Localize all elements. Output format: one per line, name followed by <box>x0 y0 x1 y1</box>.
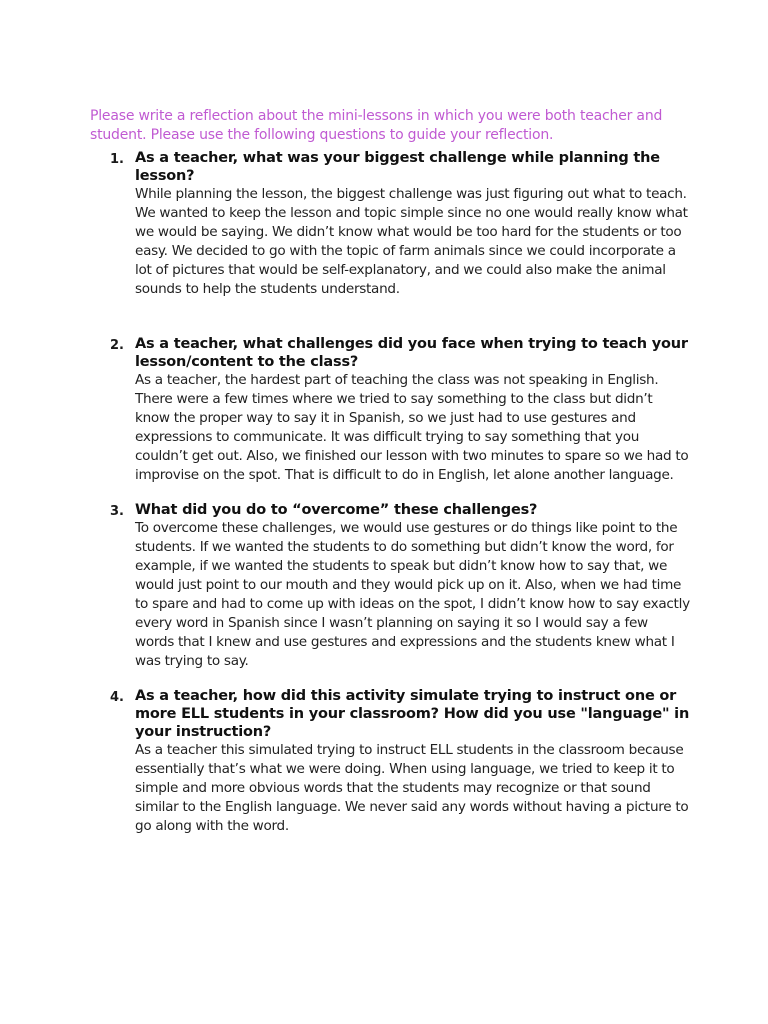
question-item-4 <box>0 687 690 836</box>
answer-text: As a teacher this simulated trying to instruct ELL students in the classroom because essentially that’s what we were doing. When using language, we tried to keep it to simple and more obvious words that the students may recognize or that sound similar to the English language. We never said any words without having a picture to go along with the word. <box>135 742 689 834</box>
question-title: As a teacher, what challenges did you face when trying to teach your lesson/content to the class? <box>135 336 688 370</box>
answer-text: To overcome these challenges, we would use gestures or do things like point to the students. If we wanted the students to do something but didn’t know the word, for example, if we wanted the students to speak but didn’t know how to say that, we would just point to our mouth and they would pick up on it. Also, when we had time to spare and had to come up with ideas on the spot, I didn’t know how to say exactly every word in Spanish since I wasn’t planning on saying it so I would say a few words that I knew and use gestures and expressions and the students knew what I was trying to say. <box>135 520 690 669</box>
question-number: 3. <box>110 504 124 519</box>
question-item-2 <box>0 335 690 485</box>
answer-text: While planning the lesson, the biggest challenge was just figuring out what to teach. We wanted to keep the lesson and topic simple since no one would really know what we would be saying. We didn’t know what would be too hard for the students or too easy. We decided to go with the topic of farm animals since we could incorporate a lot of pictures that would be self-explanatory, and we could also make the animal sounds to help the students understand. <box>135 186 688 297</box>
question-number: 4. <box>110 690 124 705</box>
intro-instructions: Please write a reflection about the mini-lessons in which you were both teacher and student. Please use the following questions to guide your reflection. <box>90 108 663 143</box>
question-title: What did you do to “overcome” these challenges? <box>135 502 538 518</box>
question-number: 2. <box>110 338 124 353</box>
question-item-1 <box>0 149 690 299</box>
question-title: As a teacher, what was your biggest challenge while planning the lesson? <box>135 150 660 184</box>
question-number: 1. <box>110 152 124 167</box>
question-list <box>0 149 768 836</box>
question-item-3 <box>0 501 690 671</box>
question-title: As a teacher, how did this activity simulate trying to instruct one or more ELL students in your classroom? How did you use "language" in your instruction? <box>135 688 690 740</box>
answer-text: As a teacher, the hardest part of teaching the class was not speaking in English. There were a few times where we tried to say something to the class but didn’t know the proper way to say it in Spanish, so we just had to use gestures and expressions to communicate. It was difficult trying to say something that you couldn’t get out. Also, we finished our lesson with two minutes to spare so we had to improvise on the spot. That is difficult to do in English, let alone another language. <box>135 372 689 483</box>
